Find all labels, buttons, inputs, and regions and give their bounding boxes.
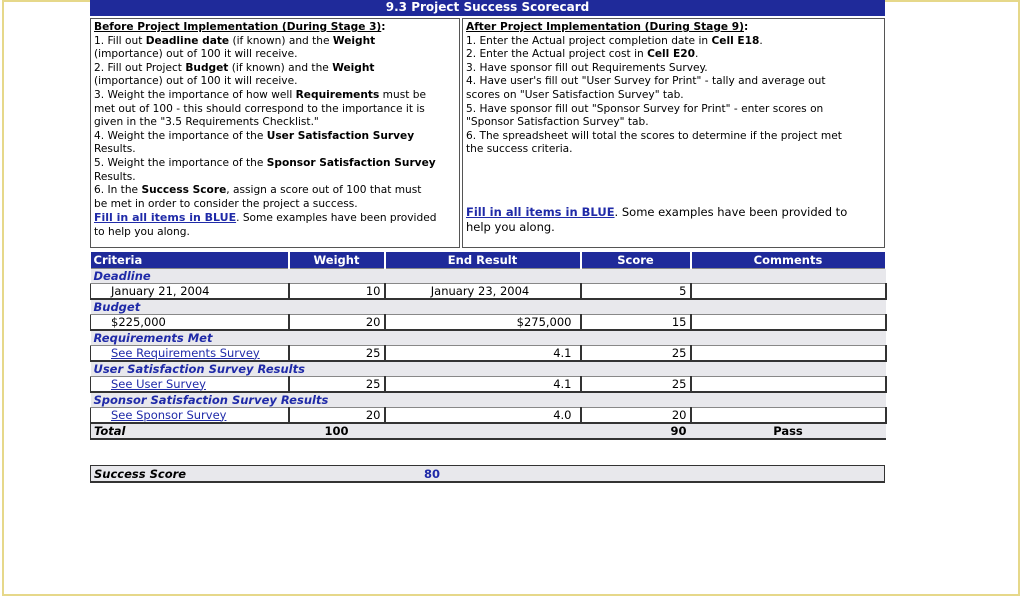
comments-cell[interactable] (691, 314, 886, 330)
total-result: Pass (691, 423, 886, 439)
before-step-text: must be (379, 88, 426, 101)
after-step-text: 2. Enter the Actual project cost in (466, 48, 648, 61)
score-cell: 25 (581, 376, 691, 392)
section-row (91, 299, 886, 315)
after-heading-text: After Project Implementation (During Stage 9) (466, 21, 745, 33)
section-row (91, 361, 886, 377)
before-fill-link[interactable]: Fill in all items in BLUE (94, 211, 237, 225)
after-steps (466, 35, 881, 157)
after-fill-end: help you along. (466, 220, 555, 234)
header-score: Score (581, 252, 691, 268)
section-row (91, 330, 886, 346)
before-step-text: Results. (94, 143, 136, 156)
table-row (91, 283, 886, 299)
before-step-text: , assign a score out of 100 that must (226, 184, 422, 197)
weight-cell[interactable]: 20 (289, 314, 385, 330)
criteria-cell[interactable] (91, 345, 289, 361)
total-label: Total (91, 423, 289, 439)
before-step-text: 3. Weight the importance of how well (94, 88, 296, 101)
after-heading-colon: : (744, 21, 749, 33)
header-criteria: Criteria (91, 252, 289, 268)
before-step-line (94, 89, 456, 103)
survey-link[interactable]: See Requirements Survey (111, 345, 260, 360)
before-step-emphasis: Weight (332, 34, 376, 47)
success-score-label: Success Score (94, 467, 187, 481)
table-row (91, 314, 886, 330)
before-step-text: (if known) and the (229, 34, 333, 47)
comments-cell[interactable] (691, 407, 886, 423)
before-step-text: (if known) and the (228, 61, 333, 74)
table-row (91, 376, 886, 392)
after-step-text: "Sponsor Satisfaction Survey" tab. (466, 116, 649, 129)
before-fill-end: to help you along. (94, 225, 190, 238)
before-step-line (94, 143, 456, 157)
before-heading-text: Before Project Implementation (During Stage 3) (94, 21, 382, 33)
before-step-emphasis: Weight (332, 61, 375, 74)
after-step-line (466, 62, 881, 76)
before-step-line (94, 130, 456, 144)
score-cell: 25 (581, 345, 691, 361)
section-title: Deadline (91, 268, 886, 283)
before-step-emphasis: User Satisfaction Survey (266, 129, 415, 142)
table-row (91, 345, 886, 361)
before-step-line (94, 116, 456, 130)
after-step-text: . (759, 34, 763, 47)
after-step-line (466, 35, 881, 49)
before-step-line (94, 48, 456, 62)
weight-cell[interactable]: 25 (289, 376, 385, 392)
before-step-text: 2. Fill out Project (94, 61, 186, 74)
after-step-text: 4. Have user's fill out "User Survey for Print" - tally and average out (466, 75, 826, 88)
end-result-cell[interactable]: 4.1 (385, 376, 581, 392)
before-step-line (94, 62, 456, 76)
after-fill-link[interactable]: Fill in all items in BLUE (466, 205, 615, 219)
before-fill-rest: . Some examples have been provided (236, 212, 437, 225)
table-header-row (91, 252, 886, 268)
end-result-cell[interactable]: 4.0 (385, 407, 581, 423)
before-step-line (94, 35, 456, 49)
before-step-emphasis: Sponsor Satisfaction Survey (266, 156, 436, 169)
before-step-text: 6. In the (94, 184, 142, 197)
table-row (91, 407, 886, 423)
end-result-cell[interactable]: $275,000 (385, 314, 581, 330)
comments-cell[interactable] (691, 345, 886, 361)
before-step-text: 4. Weight the importance of the (94, 129, 267, 142)
after-heading (466, 21, 881, 35)
before-instructions-panel (90, 18, 460, 248)
before-step-line (94, 184, 456, 198)
weight-cell[interactable]: 20 (289, 407, 385, 423)
criteria-cell: $225,000 (91, 314, 289, 330)
survey-link[interactable]: See User Survey (111, 376, 206, 391)
after-step-line (466, 89, 881, 103)
after-step-line (466, 103, 881, 117)
section-title: User Satisfaction Survey Results (91, 361, 886, 377)
total-weight: 100 (289, 423, 385, 439)
total-row (91, 423, 886, 439)
after-step-text: . (694, 48, 699, 61)
success-score-value[interactable]: 80 (424, 467, 441, 481)
before-step-line (94, 198, 456, 212)
score-cell: 20 (581, 407, 691, 423)
before-step-text: given in the "3.5 Requirements Checklist." (94, 116, 319, 129)
before-step-text: met out of 100 - this should correspond to the importance it is (94, 102, 425, 115)
after-step-text: 5. Have sponsor fill out "Sponsor Survey for Print" - enter scores on (466, 102, 824, 115)
section-title: Requirements Met (91, 330, 886, 346)
scorecard-body (91, 268, 886, 423)
after-step-text: 6. The spreadsheet will total the scores to determine if the project met (466, 129, 842, 142)
weight-cell[interactable]: 25 (289, 345, 385, 361)
before-step-emphasis: Deadline date (145, 34, 230, 47)
before-step-line (94, 171, 456, 185)
section-title: Sponsor Satisfaction Survey Results (91, 392, 886, 408)
after-step-line (466, 130, 881, 144)
before-step-emphasis: Budget (185, 61, 229, 74)
before-step-line (94, 75, 456, 89)
total-end-result-empty (385, 423, 581, 439)
criteria-cell[interactable] (91, 407, 289, 423)
before-step-line (94, 103, 456, 117)
header-weight: Weight (289, 252, 385, 268)
before-step-text: 1. Fill out (94, 34, 146, 47)
criteria-cell[interactable] (91, 376, 289, 392)
before-step-text: Results. (94, 170, 136, 183)
page-title: 9.3 Project Success Scorecard (90, 0, 885, 16)
scorecard-table (90, 252, 887, 440)
score-cell: 15 (581, 314, 691, 330)
survey-link[interactable]: See Sponsor Survey (111, 407, 227, 422)
after-step-text: 1. Enter the Actual project completion date in (466, 34, 712, 47)
before-fill-note (94, 211, 456, 226)
after-step-emphasis: Cell E20 (647, 48, 695, 61)
before-step-text: (importance) out of 100 it will receive. (94, 75, 298, 88)
section-title: Budget (91, 299, 886, 315)
success-score-bar (90, 465, 885, 483)
end-result-cell[interactable]: 4.1 (385, 345, 581, 361)
after-step-line (466, 143, 881, 157)
after-fill-rest: . Some examples have been provided to (614, 205, 848, 219)
score-cell: 5 (581, 283, 691, 299)
section-row (91, 392, 886, 408)
before-step-line (94, 157, 456, 171)
weight-cell[interactable]: 10 (289, 283, 385, 299)
header-end-result: End Result (385, 252, 581, 268)
after-step-text: scores on "User Satisfaction Survey" tab. (466, 88, 684, 101)
after-step-line (466, 116, 881, 130)
after-step-line (466, 48, 881, 62)
after-step-line (466, 75, 881, 89)
before-step-text: be met in order to consider the project a success. (94, 197, 358, 210)
before-steps (94, 35, 456, 212)
after-step-text: the success criteria. (466, 143, 573, 156)
header-comments: Comments (691, 252, 886, 268)
after-step-emphasis: Cell E18 (711, 34, 760, 47)
comments-cell[interactable] (691, 283, 886, 299)
total-score: 90 (581, 423, 691, 439)
end-result-cell[interactable]: January 23, 2004 (385, 283, 581, 299)
before-step-emphasis: Requirements (295, 88, 380, 101)
before-step-text: 5. Weight the importance of the (94, 156, 267, 169)
comments-cell[interactable] (691, 376, 886, 392)
section-row (91, 268, 886, 283)
before-step-emphasis: Success Score (141, 184, 227, 197)
after-fill-note (466, 205, 847, 235)
after-instructions-panel (462, 18, 885, 248)
after-step-text: 3. Have sponsor fill out Requirements Survey. (466, 61, 708, 74)
before-heading-colon: : (381, 21, 386, 33)
criteria-cell: January 21, 2004 (91, 283, 289, 299)
before-step-text: (importance) out of 100 it will receive. (94, 48, 298, 61)
before-heading (94, 21, 456, 35)
